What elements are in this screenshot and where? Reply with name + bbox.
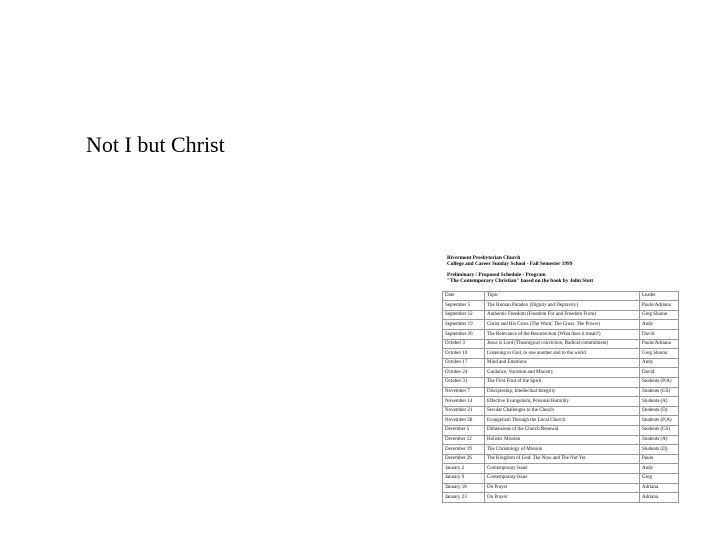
cell-topic: Dimensions of the Church Renewal	[485, 425, 640, 435]
table-header-row	[443, 291, 679, 301]
cell-date: September 26	[443, 330, 485, 340]
table-row	[443, 368, 679, 378]
cell-topic: Holistic Mission	[485, 435, 640, 445]
schedule-table-body	[443, 301, 679, 502]
cell-topic: Contemporary Issue	[485, 464, 640, 474]
cell-topic: On Prayer	[485, 493, 640, 503]
column-header-leader: Leader	[640, 291, 679, 301]
table-row	[443, 377, 679, 387]
column-header-date: Date	[443, 291, 485, 301]
table-row	[443, 358, 679, 368]
cell-date: October 24	[443, 368, 485, 378]
cell-topic: The Christology of Mission	[485, 445, 640, 455]
table-row	[443, 406, 679, 416]
cell-leader: David	[640, 368, 679, 378]
church-name: Rivermont Presbyterian Church	[447, 255, 521, 261]
table-row	[443, 349, 679, 359]
cell-leader: Paulo/Adriana	[640, 339, 679, 349]
table-row	[443, 301, 679, 311]
cell-leader: Students (GS)	[640, 425, 679, 435]
table-row	[443, 320, 679, 330]
cell-leader: Andy	[640, 464, 679, 474]
cell-date: November 7	[443, 387, 485, 397]
document-header	[442, 255, 680, 285]
table-row	[443, 425, 679, 435]
cell-date: September 12	[443, 310, 485, 320]
cell-date: January 16	[443, 483, 485, 493]
cell-topic: The Human Paradox (Dignity and Depravity)	[485, 301, 640, 311]
table-row	[443, 387, 679, 397]
cell-leader: Adriana	[640, 483, 679, 493]
cell-leader: Greg Sharon	[640, 349, 679, 359]
table-row	[443, 435, 679, 445]
cell-date: September 5	[443, 301, 485, 311]
table-row	[443, 339, 679, 349]
class-name: College and Career Sunday School - Fall Semester 1999	[447, 261, 573, 268]
cell-date: October 10	[443, 349, 485, 359]
cell-date: December 26	[443, 454, 485, 464]
cell-leader: Adriana	[640, 493, 679, 503]
cell-date: November 14	[443, 397, 485, 407]
cell-topic: Guidance, Vocation and Ministry	[485, 368, 640, 378]
table-row	[443, 483, 679, 493]
cell-topic: Evangelism Through the Local Church	[485, 416, 640, 426]
cell-topic: Authentic Freedom (Freedom For and Freedom From)	[485, 310, 640, 320]
cell-date: October 31	[443, 377, 485, 387]
schedule-label: Preliminary / Proposed Schedule - Program	[447, 271, 546, 278]
cell-date: December 5	[443, 425, 485, 435]
schedule-table	[442, 291, 679, 503]
cell-date: December 12	[443, 435, 485, 445]
cell-topic: The First Fruit of the Spirit	[485, 377, 640, 387]
cell-topic: Discipleship, Intellectual Integrity	[485, 387, 640, 397]
cell-topic: Listening to God, to one another and to the world	[485, 349, 640, 359]
cell-leader: Paulo/Adriana	[640, 301, 679, 311]
table-row	[443, 310, 679, 320]
table-row	[443, 493, 679, 503]
cell-topic: Effective Evangelism, Personal Humility	[485, 397, 640, 407]
cell-topic: Secular Challenges to the Church	[485, 406, 640, 416]
cell-leader: Andy	[640, 358, 679, 368]
cell-date: January 23	[443, 493, 485, 503]
cell-topic: Christ and His Cross (The Word, The Cross, The Power)	[485, 320, 640, 330]
cell-date: January 2	[443, 464, 485, 474]
cell-leader: Paulo	[640, 454, 679, 464]
table-row	[443, 473, 679, 483]
cell-date: December 19	[443, 445, 485, 455]
cell-date: January 9	[443, 473, 485, 483]
cell-leader: Students (P/A)	[640, 377, 679, 387]
table-row	[443, 464, 679, 474]
cell-leader: Students (D)	[640, 406, 679, 416]
cell-date: October 3	[443, 339, 485, 349]
table-row	[443, 330, 679, 340]
cell-leader: Students (A)	[640, 435, 679, 445]
cell-leader: Greg	[640, 473, 679, 483]
table-row	[443, 397, 679, 407]
cell-date: November 28	[443, 416, 485, 426]
cell-leader: Andy	[640, 320, 679, 330]
cell-topic: Contemporary Issue	[485, 473, 640, 483]
cell-topic: On Prayer	[485, 483, 640, 493]
cell-topic: Mind and Emotions	[485, 358, 640, 368]
cell-leader: Greg Sharon	[640, 310, 679, 320]
cell-leader: Students (GS)	[640, 387, 679, 397]
slide-title: Not I but Christ	[86, 132, 225, 157]
cell-topic: The Kingdom of God: The Now and The Not Yet	[485, 454, 640, 464]
cell-date: September 19	[443, 320, 485, 330]
cell-topic: The Relevance of the Resurrection (What does it mean?)	[485, 330, 640, 340]
column-header-topic: Topic	[485, 291, 640, 301]
cell-leader: David	[640, 330, 679, 340]
table-row	[443, 445, 679, 455]
cell-date: November 21	[443, 406, 485, 416]
cell-date: October 17	[443, 358, 485, 368]
book-reference: "The Contemporary Christian" based on the book by John Stott	[447, 278, 594, 285]
table-row	[443, 454, 679, 464]
cell-leader: Students (D)	[640, 445, 679, 455]
table-row	[443, 416, 679, 426]
schedule-document	[442, 255, 680, 540]
cell-leader: Students (P/A)	[640, 416, 679, 426]
cell-leader: Students (A)	[640, 397, 679, 407]
cell-topic: Jesus is Lord (Theological conviction, Radical commitment)	[485, 339, 640, 349]
